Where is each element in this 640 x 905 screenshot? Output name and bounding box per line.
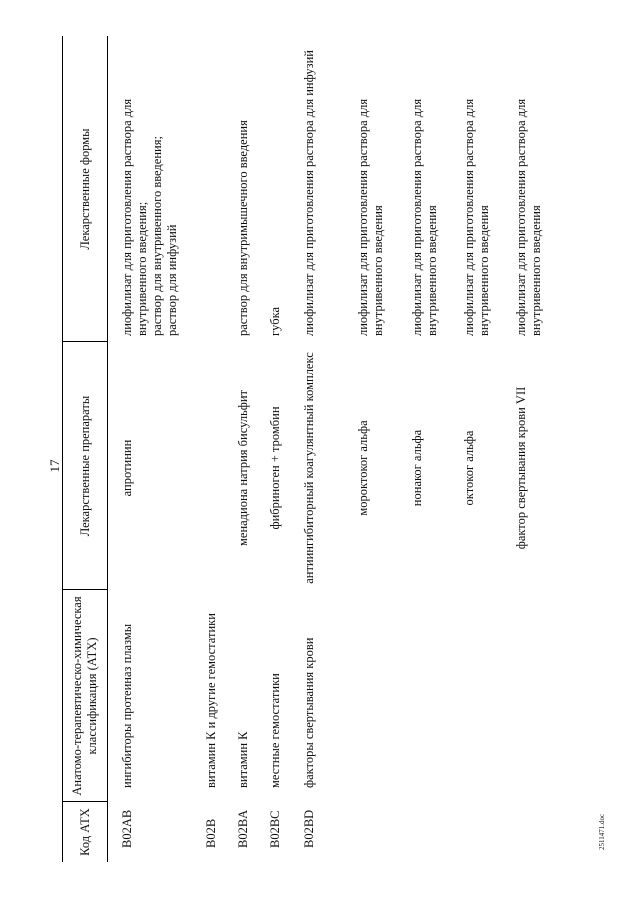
row-forms [302,46,317,336]
page-number: 17 [47,459,62,473]
row-drug: нонаког альфа [410,429,424,507]
row-forms [410,46,440,336]
row-drug: менадиона натрия бисульфит [236,389,250,547]
atc-table [62,36,562,862]
row-drug: апротинин [120,439,134,497]
row-atc: местные гемостатики [268,673,282,788]
form-item: лиофилизат для приготовления раствора для внутривенного введения [514,98,543,336]
row-forms [462,46,492,336]
form-item: раствор для внутримышечного введения [236,120,250,336]
row-drug: антиингибиторный коагулянтный комплекс [302,352,316,584]
row-forms [268,46,283,336]
row-atc: факторы свертывания крови [302,637,316,788]
document-id: 2511471.doc [598,813,606,850]
header-drugs: Лекарственные препараты [77,395,92,537]
header-code: Код АТХ [77,808,92,856]
row-drug: мороктоког альфа [356,420,370,516]
row-drug: фибриноген + тромбин [268,406,282,530]
form-item: лиофилизат для приготовления раствора для внутривенного введения [462,98,491,336]
row-forms [120,46,180,336]
form-item: раствор для внутривенного введения; [150,136,164,336]
row-drug: фактор свертывания крови VII [514,386,528,550]
form-item: губка [268,306,282,336]
form-item: лиофилизат для приготовления раствора для внутривенного введения [356,98,385,336]
row-forms [356,46,386,336]
row-code: B02BD [302,809,316,848]
form-item: лиофилизат для приготовления раствора для внутривенного введения [410,98,439,336]
form-item: раствор для инфузий [165,224,179,336]
header-atc: Анатомо-терапевтическо-химическая классификация (АТХ) [70,596,99,796]
row-atc: ингибиторы протеиназ плазмы [120,623,134,788]
form-item: лиофилизат для приготовления раствора для инфузий [302,50,316,336]
row-code: B02BA [236,809,250,848]
row-forms [514,46,544,336]
row-drug: октоког альфа [462,430,476,506]
table-header [62,36,108,862]
row-code: B02AB [120,809,134,848]
form-item: лиофилизат для приготовления раствора для внутривенного введения; [120,98,149,336]
row-code: B02BC [268,810,282,848]
row-atc: витамин К [236,731,250,788]
row-atc: витамин К и другие гемостатики [204,613,218,788]
row-code: B02B [204,818,218,848]
row-forms [236,46,251,336]
header-forms: Лекарственные формы [77,128,92,250]
